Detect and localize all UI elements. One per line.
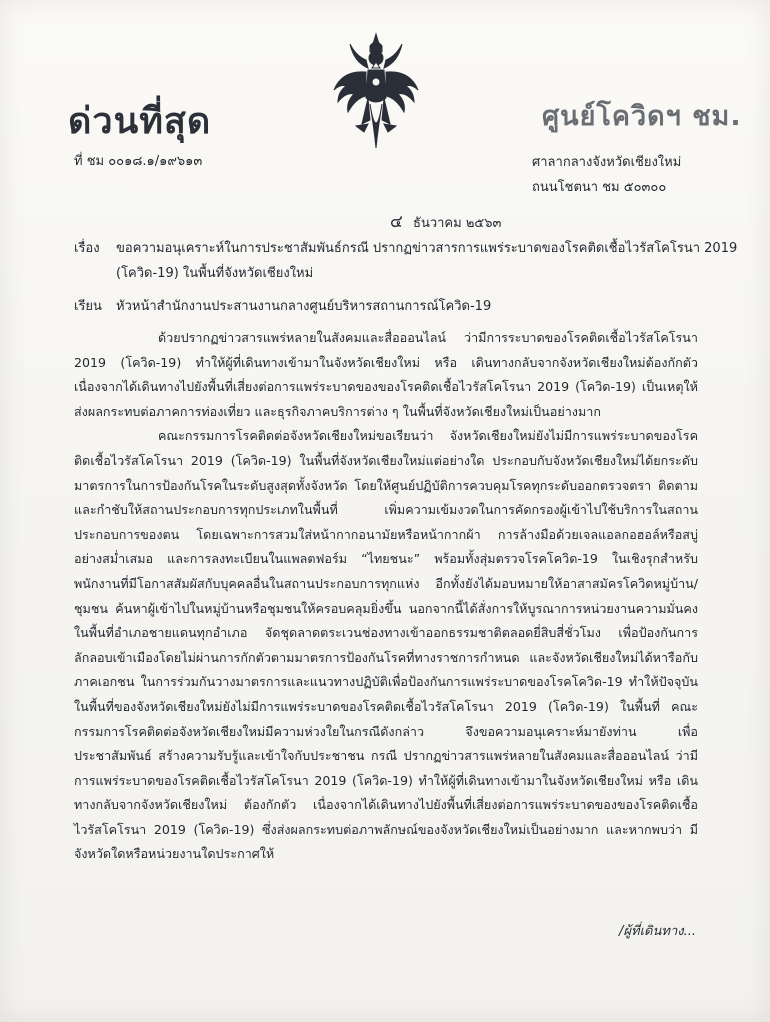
letter-body [74,326,698,867]
recipient-text: หัวหน้าสำนักงานประสานงานกลางศูนย์บริหารสถานการณ์โควิด-19 [116,299,492,314]
address-line-2: ถนนโชตนา ชม ๕๐๓๐๐ [532,180,667,195]
sender-address [532,150,702,200]
urgency-heading: ด่วนที่สุด [68,101,212,142]
handwritten-stamp: ศูนย์โควิดฯ ชม. [542,101,742,132]
body-paragraph-1: ด้วยปรากฏข่าวสารแพร่หลายในสังคมและสื่อออนไลน์ ว่ามีการระบาดของโรคติดเชื้อไวรัสโคโรนา 2019 (โควิด-19) ทำให้ผู้ที่เดินทางเข้ามาในจังหวัดเชียงใหม่ หรือ เดินทางกลับจากจังหวัดเชียงใหม่ต้องกักตัว เนื่องจากได้เดินทางไปยังพื้นที่เสี่ยงต่อการแพร่ระบาดของของโรคติดเชื้อไวรัสโคโรนา 2019 (โควิด-19) เป็นเหตุให้ส่งผลกระทบต่อภาคการท่องเที่ยว และธุรกิจภาคบริการต่าง ๆ ในพื้นที่จังหวัดเชียงใหม่เป็นอย่างมาก [74,330,698,419]
date-day: ๔ [390,212,403,232]
body-paragraph-2: คณะกรรมการโรคติดต่อจังหวัดเชียงใหม่ขอเรียนว่า จังหวัดเชียงใหม่ยังไม่มีการแพร่ระบาดของโรคติดเชื้อไวรัสโคโรนา 2019 (โควิด-19) ในพื้นที่จังหวัดเชียงใหม่แต่อย่างใด ประกอบกับจังหวัดเชียงใหม่ได้ยกระดับมาตรการในการป้องกันโรคในระดับสูงสุดทั้งจังหวัด โดยให้ศูนย์ปฏิบัติการควบคุมโรคทุกระดับออกตรวจตรา ติดตาม และกำชับให้สถานประกอบการทุกประเภทในพื้นที่ เพิ่มความเข้มงวดในการคัดกรองผู้เข้าไปใช้บริการในสถานประกอบการของตน โดยเฉพาะการสวมใส่หน้ากากอนามัยหรือหน้ากากผ้า การล้างมือด้วยเจลแอลกอฮอล์หรือสบู่อย่างสม่ำเสมอ และการลงทะเบียนในแพลตฟอร์ม “ไทยชนะ” พร้อมทั้งสุ่มตรวจโรคโควิด-19 ในเชิงรุกสำหรับพนักงานที่มีโอกาสสัมผัสกับบุคคลอื่นในสถานประกอบการทุกแห่ง อีกทั้งยังได้มอบหมายให้อาสาสมัครโควิดหมู่บ้าน/ชุมชน ค้นหาผู้เข้าไปในหมู่บ้านหรือชุมชนให้ครอบคลุมยิ่งขึ้น นอกจากนี้ได้สั่งการให้บูรณาการหน่วยงานความมั่นคงในพื้นที่อำเภอชายแดนทุกอำเภอ จัดชุดลาดตระเวนช่องทางเข้าออกธรรมชาติตลอดยี่สิบสี่ชั่วโมง เพื่อป้องกันการลักลอบเข้าเมืองโดยไม่ผ่านการกักตัวตามมาตรการป้องกันโรคที่ทางราชการกำหนด และจังหวัดเชียงใหม่ได้หารือกับภาคเอกชน ในการร่วมกันวางมาตรการและแนวทางปฏิบัติเพื่อป้องกันการแพร่ระบาดของโรคโควิด-19 ทำให้ปัจจุบันในพื้นที่ของจังหวัดเชียงใหม่ยังไม่มีการแพร่ระบาดของโรคติดเชื้อไวรัสโคโรนา 2019 (โควิด-19) ในพื้นที่ คณะกรรมการโรคติดต่อจังหวัดเชียงใหม่มีความห่วงใยในกรณีดังกล่าว จึงขอความอนุเคราะห์มายังท่าน เพื่อประชาสัมพันธ์ สร้างความรับรู้และเข้าใจกับประชาชน กรณี ปรากฏข่าวสารแพร่หลายในสังคมและสื่อออนไลน์ ว่ามีการแพร่ระบาดของโรคติดเชื้อไวรัสโคโรนา 2019 (โควิด-19) ทำให้ผู้ที่เดินทางเข้ามาในจังหวัดเชียงใหม่ หรือ เดินทางกลับจากจังหวัดเชียงใหม่ ต้องกักตัว เนื่องจากได้เดินทางไปยังพื้นที่เสี่ยงต่อการแพร่ระบาดของของโรคติดเชื้อไวรัสโคโรนา 2019 (โควิด-19) ซึ่งส่งผลกระทบต่อภาพลักษณ์ของจังหวัดเชียงใหม่เป็นอย่างมาก และหากพบว่า มีจังหวัดใดหรือหน่วยงานใดประกาศให้ [74,428,698,862]
continuation-marker: /ผู้ที่เดินทาง... [619,924,696,939]
letter-date [390,208,501,235]
garuda-emblem-icon [332,32,420,152]
subject-label: เรื่อง [74,241,100,256]
document-number: ที่ ชม ๐๐๑๘.๑/๑๙๖๑๓ [74,154,203,169]
subject-text: ขอความอนุเคราะห์ในการประชาสัมพันธ์กรณี ปรากฏข่าวสารการแพร่ระบาดของโรคติดเชื้อไวรัสโคโรนา 2019 (โควิด-19) ในพื้นที่จังหวัดเชียงใหม่ [116,241,738,281]
recipient-label: เรียน [74,299,102,314]
date-month-year: ธันวาคม ๒๕๖๓ [413,216,502,231]
address-line-1: ศาลากลางจังหวัดเชียงใหม่ [532,155,682,170]
